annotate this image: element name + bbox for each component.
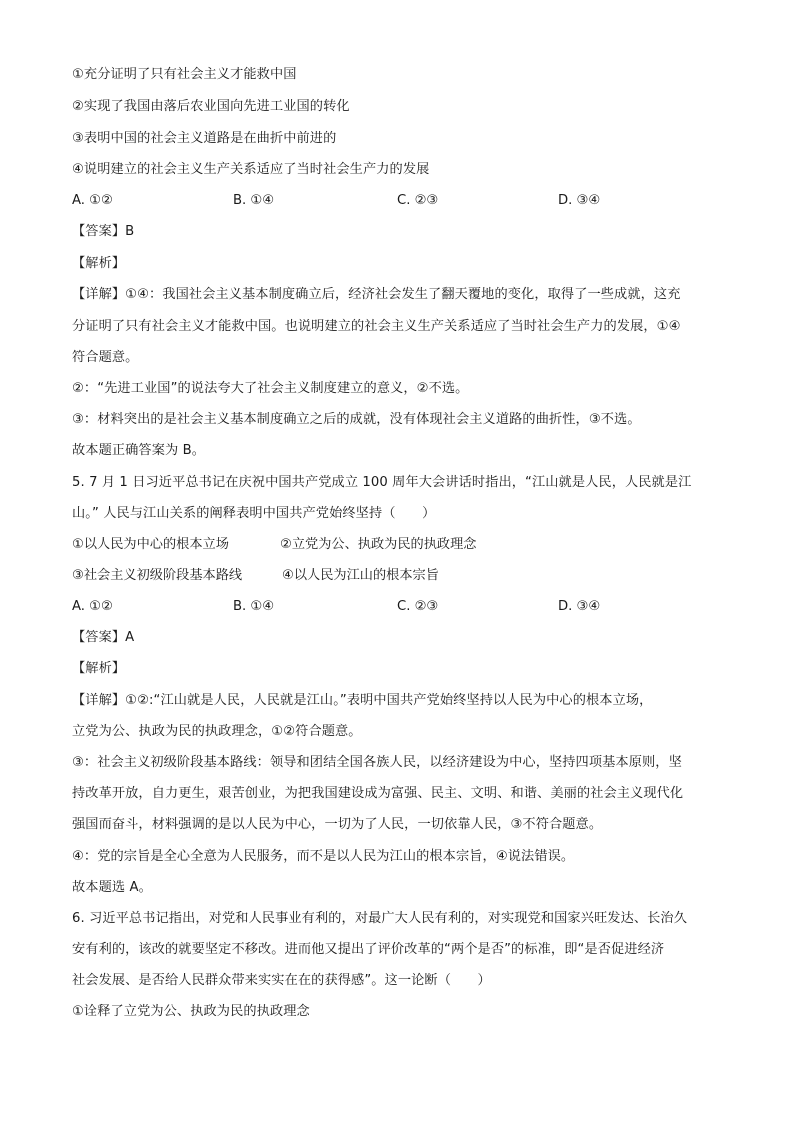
option-c: C. ②③ [397,193,439,208]
q5-detail-line: ③：社会主义初级阶段基本路线：领导和团结全国各族人民，以经济建设为中心，坚持四项基本原则，坚 [72,755,682,770]
choice-item: ③表明中国的社会主义道路是在曲折中前进的 [72,131,337,146]
q4-answer: 【答案】B [72,224,135,239]
choice-item: ①以人民为中心的根本立场 [72,537,229,552]
q6-stem: 6. 习近平总书记指出，对党和人民事业有利的，对最广大人民有利的，对实现党和国家兴旺发达、长治久 [72,911,688,926]
q6-stem: 社会发展、是否给人民群众带来实实在在的获得感”。这一论断（ ） [72,973,491,988]
q4-detail-line: 【详解】①④：我国社会主义基本制度确立后，经济社会发生了翻天覆地的变化，取得了一些成就，这充 [72,287,681,302]
choice-item: ④说明建立的社会主义生产关系适应了当时社会生产力的发展 [72,162,430,177]
option-b: B. ①④ [233,193,275,208]
choice-item: ②实现了我国由落后农业国向先进工业国的转化 [72,99,350,114]
q6-stem: 安有利的，该改的就要坚定不移改。进而他又提出了评价改革的“两个是否”的标准，即“是否促进经济 [72,942,665,957]
option-d: D. ③④ [558,193,601,208]
option-a: A. ①② [72,193,113,208]
q5-detail-line: 故本题选 A。 [72,880,152,895]
option-d: D. ③④ [558,599,601,614]
option-c: C. ②③ [397,599,439,614]
choice-item: ④以人民为江山的根本宗旨 [282,568,439,583]
q4-detail-line: 分证明了只有社会主义才能救中国。也说明建立的社会主义生产关系适应了当时社会生产力的发展，①④ [72,319,681,334]
q5-detail-line: 强国而奋斗，材料强调的是以人民为中心，一切为了人民，一切依靠人民，③不符合题意。 [72,817,603,832]
q5-items-row [72,536,722,554]
choice-item: ③社会主义初级阶段基本路线 [72,568,243,583]
choice-item: ①充分证明了只有社会主义才能救中国 [72,67,297,82]
q4-options [72,192,722,210]
q5-options [72,598,722,616]
choice-item: ①诠释了立党为公、执政为民的执政理念 [72,1004,310,1019]
q5-detail-line: 立党为公、执政为民的执政理念，①②符合题意。 [72,724,362,739]
q5-answer: 【答案】A [72,630,135,645]
q5-items-row [72,567,722,585]
q5-detail-line: ④：党的宗旨是全心全意为人民服务，而不是以人民为江山的根本宗旨，④说法错误。 [72,849,575,864]
q5-analysis-label: 【解析】 [72,661,126,676]
q5-stem: 5. 7 月 1 日习近平总书记在庆祝中国共产党成立 100 周年大会讲话时指出，“江山就是人民，人民就是江 [72,475,692,490]
q4-analysis-label: 【解析】 [72,256,126,271]
q4-detail-line: 故本题正确答案为 B。 [72,443,206,458]
option-b: B. ①④ [233,599,275,614]
q5-detail-line: 【详解】①②:“江山就是人民，人民就是江山。”表明中国共产党始终坚持以人民为中心的根本立场， [72,693,653,708]
q4-detail-line: 符合题意。 [72,350,139,365]
option-a: A. ①② [72,599,113,614]
q5-stem: 山。” 人民与江山关系的阐释表明中国共产党始终坚持（ ） [72,506,436,521]
q4-detail-line: ②：“先进工业国”的说法夸大了社会主义制度建立的意义，②不选。 [72,381,469,396]
q5-detail-line: 持改革开放，自力更生，艰苦创业，为把我国建设成为富强、民主、文明、和谐、美丽的社会主义现代化 [72,786,684,801]
q4-detail-line: ③：材料突出的是社会主义基本制度确立之后的成就，没有体现社会主义道路的曲折性，③不选。 [72,412,641,427]
choice-item: ②立党为公、执政为民的执政理念 [280,537,477,552]
